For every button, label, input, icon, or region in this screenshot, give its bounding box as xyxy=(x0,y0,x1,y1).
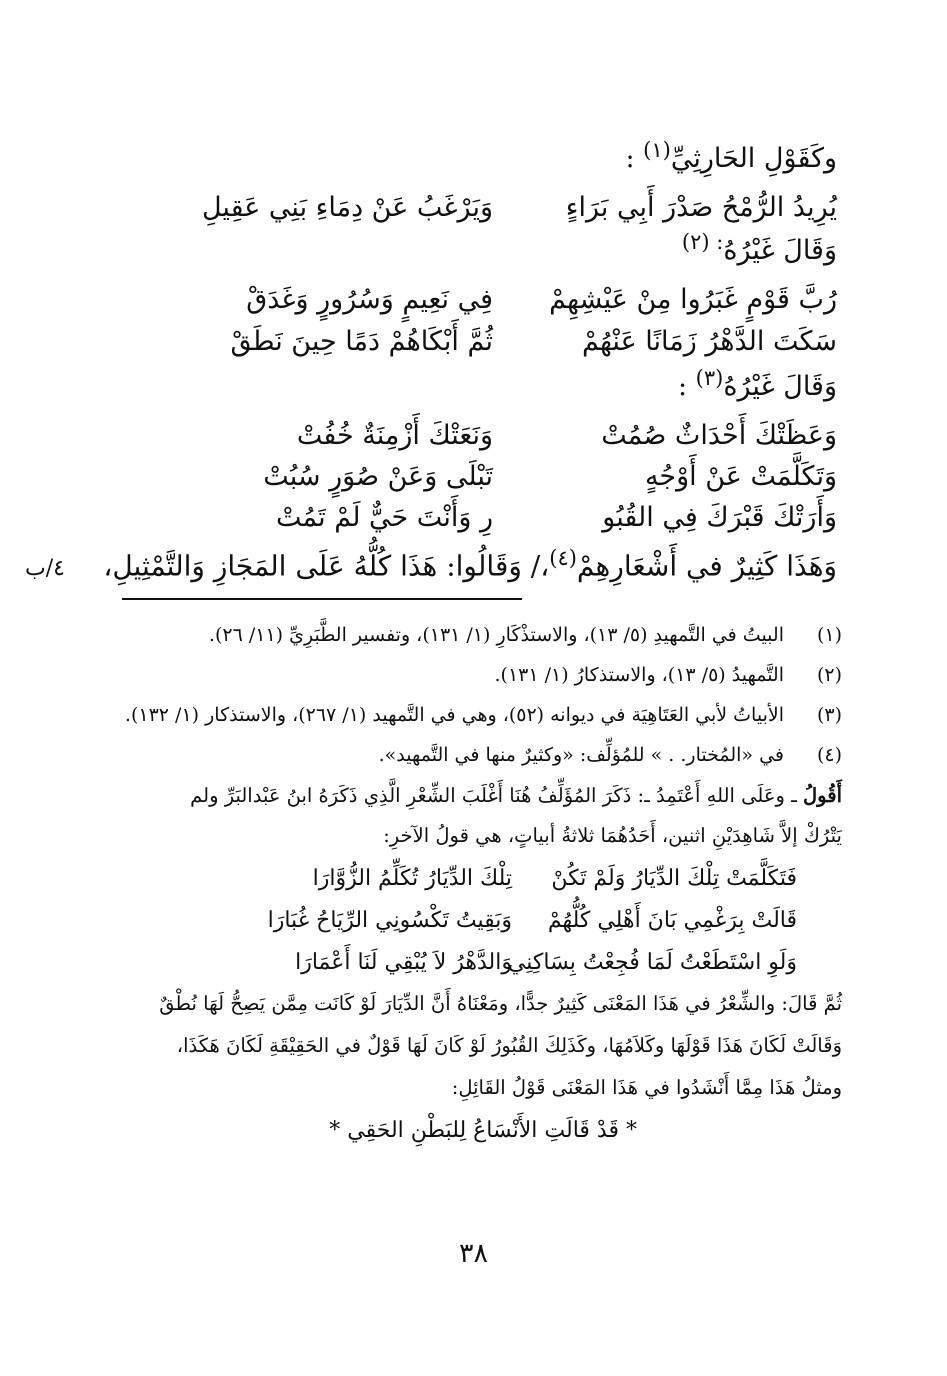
page-number: ٣٨ xyxy=(458,1238,488,1269)
commentary-verse-3-first: وَلَوِ اسْتَطَعْتُ لَمَا فُجِعْتُ بِسَاكِنِي xyxy=(507,950,797,975)
verse-1 xyxy=(163,192,837,223)
commentary-verse-2-second: وَبَقِيتُ تَكْسُونِي الرِّيَاحُ غُبَارَا xyxy=(267,908,512,933)
closing-text-b: ،/ وَقَالُوا: هَذَا كُلُّهُ عَلَى المَجَازِ وَالتَّمْثِيلِ، xyxy=(103,549,550,583)
footnote-3 xyxy=(125,704,842,726)
commentary-line-4: وَقَالَتْ لَكَانَ هَذَا قَوْلَهَا وكَلاَمُهَا، وكَذَلِكَ القُبُورُ لَوْ كَانَ لَهَا قَوْلٌ في الحَقِيْقَةِ لَكَانَ هَكَذَا، xyxy=(176,1034,842,1057)
commentary-verse-1-second: تِلْكَ الدِّيَارُ تُكَلِّمُ الزُّوَّارَا xyxy=(312,866,512,891)
verse-2-1-second: فِي نَعِيمٍ وَسُرُورٍ وَغَدَقْ xyxy=(246,284,493,315)
verse-2-line-1 xyxy=(163,284,837,315)
footnote-2-number: (٢) xyxy=(816,664,842,686)
verse-3-line-2 xyxy=(163,461,837,492)
verse-2-2-second: ثُمَّ أَبْكَاهُمْ دَمًا حِينَ نَطَقْ xyxy=(230,326,493,357)
intro-1-footnote-ref: (١) xyxy=(643,138,671,162)
closing-footnote-ref: (٤) xyxy=(549,546,577,570)
closing-line xyxy=(103,546,837,582)
verse-2-2-first: سَكَتَ الدَّهْرُ زَمَانًا عَنْهُمْ xyxy=(582,326,837,357)
commentary-verse-2-first: قَالَتْ بِرَغْمِي بَانَ أَهْلِي كُلُّهُمْ xyxy=(547,908,797,933)
footnote-divider xyxy=(122,598,522,600)
footnote-4 xyxy=(379,744,842,766)
intro-2-footnote-ref: : (٢) xyxy=(681,230,724,254)
footnote-1-number: (١) xyxy=(816,624,842,646)
footnote-4-text: في «المُختار. . » للمُؤلِّف: «وكثيرٌ منها في التَّمهيد». xyxy=(378,744,784,766)
commentary-line-5: ومثلُ هَذَا مِمَّا أَنْشَدُوا في هَذَا المَعْنَى قَوْلُ القَائِلِ: xyxy=(451,1076,842,1099)
commentary-line-2: يَتْرُكْ إلاَّ شَاهِدَيْنِ اثنين، أَحَدُهُمَا ثلاثةُ أبياتٍ، هي قولُ الآخرِ: xyxy=(383,824,842,847)
verse-3-2-first: وَتَكَلَّمَتْ عَنْ أَوْجُهٍ xyxy=(644,461,837,492)
footnote-3-text: الأبياتُ لأبي العَتَاهِيَة في ديوانه (٥٢)، وهي في التَّمهيد (١/ ٢٦٧)، والاستذكار (١/ ١٣٢). xyxy=(124,704,784,726)
commentary-verse-1-first: فَتَكَلَّمَتْ تِلْكَ الدِّيَارُ وَلَمْ تَكُنْ xyxy=(551,866,797,891)
commentary-line-1 xyxy=(190,784,842,807)
intro-3-colon: : xyxy=(677,371,696,402)
commentary-line-3: ثُمَّ قَالَ: والشِّعْرُ في هَذَا المَعْنَى كَثِيرٌ جدًّا، ومَعْنَاهُ أَنَّ الدِّيَارَ لَوْ كَانَت مِمَّن يَصِحُّ لَهَا نُطْقٌ xyxy=(159,992,842,1015)
intro-line-2 xyxy=(682,230,837,266)
intro-1-text: وكَقَوْلِ الحَارِثِيِّ xyxy=(670,143,837,174)
footnote-1-text: البيتُ في التَّمهيدِ (٥/ ١٣)، والاستذْكَارِ (١/ ١٣١)، وتفسير الطَّبَرِيِّ (١١/ ٢٦). xyxy=(208,624,784,646)
verse-3-line-1 xyxy=(163,420,837,451)
footnote-1 xyxy=(209,624,842,646)
commentary-line-1-text: ـ وعَلَى اللهِ أَعْتَمِدُ ـ: ذَكَرَ المُؤَلِّفُ هُنَا أَغْلَبَ الشِّعْرِ الَّذِي ذَكَرَهُ ابنُ عَبْدالبَرِّ ولم xyxy=(190,784,804,807)
footnote-2 xyxy=(494,664,842,686)
commentary-lead: أَقُولُ xyxy=(803,784,842,807)
verse-2-1-first: رُبَّ قَوْمٍ غَبَرُوا مِنْ عَيْشِهِمْ xyxy=(549,284,837,315)
intro-3-footnote-ref: (٣) xyxy=(695,366,724,390)
margin-folio-marker: ٤/ب xyxy=(25,556,65,581)
intro-3-text: وَقَالَ غَيْرُهُ xyxy=(723,371,837,402)
verse-3-3-second: رِ وَأَنْتَ حَيٌّ لَمْ تَمُتْ xyxy=(276,502,493,533)
verse-1-second-hemistich: وَيَرْغَبُ عَنْ دِمَاءِ بَنِي عَقِيلِ xyxy=(201,192,493,223)
verse-3-1-second: وَنَعَتْكَ أَزْمِنَةٌ خُفُتْ xyxy=(296,420,493,451)
commentary-verse-1 xyxy=(232,866,797,891)
commentary-verse-3 xyxy=(232,950,797,975)
footnote-4-number: (٤) xyxy=(816,744,842,766)
commentary-verse-3-second: وَالدَّهْرُ لاَ يُبْقِي لَنَا أَعْمَارَا xyxy=(295,950,512,975)
verse-3-3-first: وَأَرَتْكَ قَبْرَكَ فِي القُبُو xyxy=(602,502,837,533)
footnote-3-number: (٣) xyxy=(816,704,842,726)
verse-2-line-2 xyxy=(163,326,837,357)
intro-1-colon: : xyxy=(625,143,644,174)
intro-2-text: وَقَالَ غَيْرُهُ xyxy=(723,235,837,266)
footnote-2-text: التَّمهيدُ (٥/ ١٣)، والاستذكارُ (١/ ١٣١). xyxy=(494,664,784,686)
verse-3-1-first: وَعَظَتْكَ أَحْدَاثٌ صُمُتْ xyxy=(601,420,837,451)
commentary-verse-2 xyxy=(232,908,797,933)
intro-line-1 xyxy=(625,138,837,174)
intro-line-3 xyxy=(678,366,837,402)
commentary-last-verse: * قَدْ قَالَتِ الأَنْسَاعُ لِلبَطْنِ الحَقِي * xyxy=(329,1118,637,1143)
closing-text-a: وَهَذَا كَثِيرٌ في أَشْعَارِهِمْ xyxy=(576,549,837,583)
verse-1-first-hemistich: يُرِيدُ الرُّمْحُ صَدْرَ أَبِي بَرَاءٍ xyxy=(565,192,837,223)
verse-3-2-second: تَبْلَى وَعَنْ صُوَرٍ سُبُتْ xyxy=(263,461,493,492)
verse-3-line-3 xyxy=(163,502,837,533)
